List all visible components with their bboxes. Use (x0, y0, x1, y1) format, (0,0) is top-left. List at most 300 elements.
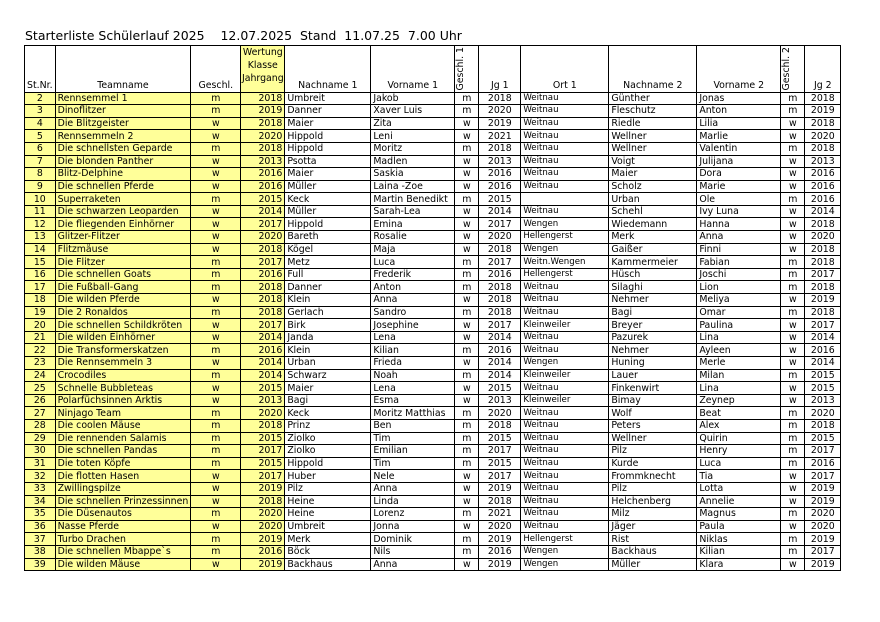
cell-vorname1: Dominik (371, 533, 455, 546)
cell-nachname2: Backhaus (609, 545, 697, 558)
table-row (25, 432, 841, 445)
cell-geschl2: m (781, 508, 805, 521)
cell-geschl2: w (781, 218, 805, 231)
cell-vorname1: Lorenz (371, 508, 455, 521)
cell-nachname2: Schehl (609, 205, 697, 218)
cell-jg1: 2018 (479, 243, 521, 256)
cell-geschl1: w (455, 482, 479, 495)
cell-ort1: Kleinweiler (521, 394, 609, 407)
cell-stnr: 32 (25, 470, 56, 483)
table-row (25, 168, 841, 181)
cell-nachname2: Riedle (609, 117, 697, 130)
cell-nachname1: Hippold (285, 218, 371, 231)
cell-teamname: Nasse Pferde (55, 520, 191, 533)
cell-geschl: w (191, 205, 241, 218)
cell-nachname1: Klein (285, 344, 371, 357)
cell-jg1: 2017 (479, 218, 521, 231)
cell-teamname: Glitzer-Flitzer (55, 231, 191, 244)
cell-vorname2: Luca (697, 457, 781, 470)
cell-vorname1: Lena (371, 331, 455, 344)
cell-wertung-jahrgang: 2019 (241, 105, 285, 118)
cell-stnr: 2 (25, 92, 56, 105)
cell-jg1: 2018 (479, 419, 521, 432)
cell-nachname1: Schwarz (285, 369, 371, 382)
cell-teamname: Turbo Drachen (55, 533, 191, 546)
cell-geschl: w (191, 394, 241, 407)
cell-teamname: Die wilden Einhörner (55, 331, 191, 344)
cell-vorname1: Jonna (371, 520, 455, 533)
cell-geschl: w (191, 470, 241, 483)
table-row (25, 306, 841, 319)
cell-ort1: Weitnau (521, 205, 609, 218)
cell-stnr: 29 (25, 432, 56, 445)
table-row (25, 545, 841, 558)
cell-geschl2: w (781, 470, 805, 483)
cell-stnr: 21 (25, 331, 56, 344)
cell-stnr: 16 (25, 268, 56, 281)
cell-geschl: m (191, 445, 241, 458)
cell-nachname1: Merk (285, 533, 371, 546)
cell-jg1: 2014 (479, 357, 521, 370)
cell-nachname1: Umbreit (285, 92, 371, 105)
cell-wertung-jahrgang: 2018 (241, 243, 285, 256)
cell-geschl: m (191, 344, 241, 357)
table-row (25, 319, 841, 332)
table-row (25, 533, 841, 546)
cell-ort1: Hellengerst (521, 268, 609, 281)
cell-geschl: m (191, 407, 241, 420)
cell-nachname1: Metz (285, 256, 371, 269)
cell-geschl2: w (781, 520, 805, 533)
cell-vorname2: Paula (697, 520, 781, 533)
cell-jg1: 2016 (479, 344, 521, 357)
cell-geschl: w (191, 218, 241, 231)
cell-nachname2: Frommknecht (609, 470, 697, 483)
cell-jg2: 2017 (805, 319, 841, 332)
cell-nachname2: Jäger (609, 520, 697, 533)
table-row (25, 130, 841, 143)
cell-geschl2: m (781, 306, 805, 319)
cell-nachname2: Bagi (609, 306, 697, 319)
cell-nachname1: Janda (285, 331, 371, 344)
cell-vorname1: Josephine (371, 319, 455, 332)
cell-vorname1: Moritz Matthias (371, 407, 455, 420)
table-row (25, 105, 841, 118)
cell-jg2: 2016 (805, 168, 841, 181)
cell-jg1: 2016 (479, 180, 521, 193)
cell-teamname: Die wilden Mäuse (55, 558, 191, 571)
cell-wertung-jahrgang: 2019 (241, 482, 285, 495)
cell-stnr: 31 (25, 457, 56, 470)
cell-geschl1: m (455, 432, 479, 445)
cell-nachname2: Silaghi (609, 281, 697, 294)
cell-ort1: Wengen (521, 545, 609, 558)
cell-geschl: w (191, 357, 241, 370)
cell-vorname2: Julijana (697, 155, 781, 168)
cell-geschl: m (191, 281, 241, 294)
cell-wertung-jahrgang: 2019 (241, 558, 285, 571)
cell-geschl2: w (781, 482, 805, 495)
cell-stnr: 7 (25, 155, 56, 168)
cell-wertung-jahrgang: 2014 (241, 357, 285, 370)
cell-nachname2: Gaißer (609, 243, 697, 256)
cell-vorname1: Nele (371, 470, 455, 483)
cell-ort1: Weitnau (521, 105, 609, 118)
cell-wertung-jahrgang: 2016 (241, 268, 285, 281)
cell-geschl2: w (781, 117, 805, 130)
header-wertung-line1: Wertung (242, 47, 283, 58)
cell-geschl2: w (781, 344, 805, 357)
cell-jg2: 2020 (805, 520, 841, 533)
cell-geschl: w (191, 331, 241, 344)
cell-geschl: w (191, 294, 241, 307)
cell-nachname2: Milz (609, 508, 697, 521)
cell-wertung-jahrgang: 2017 (241, 218, 285, 231)
cell-nachname1: Huber (285, 470, 371, 483)
cell-ort1: Weitnau (521, 407, 609, 420)
cell-vorname1: Frieda (371, 357, 455, 370)
cell-wertung-jahrgang: 2020 (241, 231, 285, 244)
cell-geschl2: w (781, 558, 805, 571)
cell-nachname1: Pilz (285, 482, 371, 495)
cell-geschl1: m (455, 457, 479, 470)
cell-ort1: Wengen (521, 558, 609, 571)
cell-wertung-jahrgang: 2018 (241, 306, 285, 319)
cell-nachname2: Wellner (609, 130, 697, 143)
cell-jg1: 2015 (479, 457, 521, 470)
cell-stnr: 19 (25, 306, 56, 319)
cell-vorname2: Paulina (697, 319, 781, 332)
cell-geschl2: w (781, 357, 805, 370)
cell-geschl2: m (781, 407, 805, 420)
cell-vorname1: Laina -Zoe (371, 180, 455, 193)
cell-vorname2: Marlie (697, 130, 781, 143)
cell-ort1: Hellengerst (521, 533, 609, 546)
cell-nachname1: Danner (285, 281, 371, 294)
cell-ort1: Weitnau (521, 130, 609, 143)
cell-nachname2: Wellner (609, 142, 697, 155)
cell-vorname2: Ayleen (697, 344, 781, 357)
cell-stnr: 39 (25, 558, 56, 571)
cell-nachname1: Keck (285, 193, 371, 206)
header-geschl1: Geschl. 1 (455, 47, 467, 91)
cell-nachname2: Kurde (609, 457, 697, 470)
cell-vorname1: Sarah-Lea (371, 205, 455, 218)
cell-nachname1: Ziolko (285, 445, 371, 458)
cell-jg2: 2017 (805, 470, 841, 483)
cell-vorname1: Saskia (371, 168, 455, 181)
cell-teamname: Die rennenden Salamis (55, 432, 191, 445)
header-vorname2: Vorname 2 (697, 46, 781, 93)
cell-ort1: Weitnau (521, 168, 609, 181)
cell-nachname1: Gerlach (285, 306, 371, 319)
cell-stnr: 10 (25, 193, 56, 206)
cell-teamname: Die Fußball-Gang (55, 281, 191, 294)
cell-geschl2: w (781, 168, 805, 181)
cell-geschl: m (191, 193, 241, 206)
cell-jg2: 2019 (805, 105, 841, 118)
cell-vorname1: Martin Benedikt (371, 193, 455, 206)
cell-jg1: 2020 (479, 231, 521, 244)
cell-jg1: 2018 (479, 495, 521, 508)
cell-vorname2: Milan (697, 369, 781, 382)
cell-jg1: 2019 (479, 533, 521, 546)
cell-vorname1: Nils (371, 545, 455, 558)
table-row (25, 294, 841, 307)
cell-ort1: Weitnau (521, 382, 609, 395)
cell-jg2: 2017 (805, 268, 841, 281)
cell-vorname2: Anton (697, 105, 781, 118)
cell-geschl2: m (781, 281, 805, 294)
cell-stnr: 35 (25, 508, 56, 521)
header-geschl2: Geschl. 2 (781, 47, 793, 91)
cell-vorname2: Annelie (697, 495, 781, 508)
cell-teamname: Crocodiles (55, 369, 191, 382)
cell-jg2: 2018 (805, 117, 841, 130)
cell-teamname: Die Blitzgeister (55, 117, 191, 130)
cell-geschl2: w (781, 495, 805, 508)
cell-geschl1: m (455, 545, 479, 558)
cell-teamname: Die 2 Ronaldos (55, 306, 191, 319)
cell-jg1: 2013 (479, 155, 521, 168)
cell-stnr: 26 (25, 394, 56, 407)
cell-vorname2: Tia (697, 470, 781, 483)
cell-geschl2: m (781, 457, 805, 470)
cell-ort1: Wengen (521, 243, 609, 256)
cell-nachname1: Böck (285, 545, 371, 558)
cell-stnr: 9 (25, 180, 56, 193)
cell-teamname: Die schwarzen Leoparden (55, 205, 191, 218)
cell-teamname: Superraketen (55, 193, 191, 206)
cell-stnr: 3 (25, 105, 56, 118)
cell-jg1: 2020 (479, 407, 521, 420)
cell-nachname1: Full (285, 268, 371, 281)
cell-wertung-jahrgang: 2020 (241, 520, 285, 533)
cell-nachname1: Hippold (285, 142, 371, 155)
cell-vorname1: Rosalie (371, 231, 455, 244)
cell-ort1: Weitnau (521, 155, 609, 168)
cell-jg2: 2018 (805, 92, 841, 105)
cell-vorname2: Quirin (697, 432, 781, 445)
cell-ort1: Weitnau (521, 281, 609, 294)
cell-nachname1: Birk (285, 319, 371, 332)
cell-ort1: Weitn.Wengen (521, 256, 609, 269)
cell-vorname1: Anna (371, 558, 455, 571)
cell-stnr: 36 (25, 520, 56, 533)
cell-vorname2: Lilia (697, 117, 781, 130)
cell-teamname: Die Rennsemmeln 3 (55, 357, 191, 370)
cell-ort1 (521, 193, 609, 206)
cell-ort1: Weitnau (521, 306, 609, 319)
cell-nachname2: Pazurek (609, 331, 697, 344)
cell-jg1: 2019 (479, 558, 521, 571)
cell-vorname2: Kilian (697, 545, 781, 558)
cell-geschl1: w (455, 231, 479, 244)
cell-teamname: Blitz-Delphine (55, 168, 191, 181)
cell-nachname2: Huning (609, 357, 697, 370)
cell-jg2: 2020 (805, 130, 841, 143)
cell-vorname2: Joschi (697, 268, 781, 281)
cell-wertung-jahrgang: 2019 (241, 533, 285, 546)
cell-jg1: 2014 (479, 369, 521, 382)
page-title: Starterliste Schülerlauf 2025 12.07.2025 Stand 11.07.25 7.00 Uhr (25, 28, 462, 43)
cell-nachname2: Nehmer (609, 294, 697, 307)
cell-nachname1: Maier (285, 117, 371, 130)
cell-geschl: m (191, 256, 241, 269)
cell-vorname1: Emina (371, 218, 455, 231)
header-jg1: Jg 1 (479, 46, 521, 93)
cell-teamname: Die fliegenden Einhörner (55, 218, 191, 231)
cell-vorname2: Hanna (697, 218, 781, 231)
cell-teamname: Die schnellsten Geparde (55, 142, 191, 155)
cell-vorname1: Xaver Luis (371, 105, 455, 118)
cell-wertung-jahrgang: 2018 (241, 142, 285, 155)
cell-geschl: w (191, 319, 241, 332)
cell-vorname1: Esma (371, 394, 455, 407)
cell-nachname2: Fleschutz (609, 105, 697, 118)
cell-jg1: 2017 (479, 319, 521, 332)
cell-ort1: Weitnau (521, 495, 609, 508)
cell-wertung-jahrgang: 2018 (241, 419, 285, 432)
cell-wertung-jahrgang: 2020 (241, 130, 285, 143)
cell-geschl2: w (781, 231, 805, 244)
cell-ort1: Weitnau (521, 508, 609, 521)
cell-jg2: 2018 (805, 142, 841, 155)
cell-nachname2: Wiedemann (609, 218, 697, 231)
table-row (25, 382, 841, 395)
cell-geschl1: m (455, 105, 479, 118)
cell-geschl2: m (781, 105, 805, 118)
cell-vorname2: Jonas (697, 92, 781, 105)
cell-jg2: 2019 (805, 558, 841, 571)
cell-vorname1: Sandro (371, 306, 455, 319)
cell-geschl1: m (455, 369, 479, 382)
cell-geschl2: m (781, 419, 805, 432)
cell-nachname2: Müller (609, 558, 697, 571)
cell-jg2: 2014 (805, 357, 841, 370)
cell-wertung-jahrgang: 2016 (241, 545, 285, 558)
cell-jg2: 2018 (805, 419, 841, 432)
cell-nachname2: Wolf (609, 407, 697, 420)
cell-vorname1: Tim (371, 432, 455, 445)
cell-stnr: 6 (25, 142, 56, 155)
cell-stnr: 17 (25, 281, 56, 294)
cell-geschl: m (191, 92, 241, 105)
cell-nachname1: Müller (285, 205, 371, 218)
cell-jg2: 2016 (805, 193, 841, 206)
cell-ort1: Weitnau (521, 117, 609, 130)
cell-nachname2: Wellner (609, 432, 697, 445)
table-row (25, 520, 841, 533)
cell-wertung-jahrgang: 2020 (241, 407, 285, 420)
table-row (25, 231, 841, 244)
cell-vorname2: Anna (697, 231, 781, 244)
table-row (25, 268, 841, 281)
cell-stnr: 33 (25, 482, 56, 495)
header-geschl: Geschl. (191, 46, 241, 93)
cell-geschl: m (191, 268, 241, 281)
cell-geschl1: w (455, 130, 479, 143)
table-row (25, 558, 841, 571)
cell-wertung-jahrgang: 2018 (241, 117, 285, 130)
cell-geschl1: w (455, 168, 479, 181)
cell-geschl: w (191, 495, 241, 508)
cell-teamname: Dinoflitzer (55, 105, 191, 118)
cell-teamname: Die flotten Hasen (55, 470, 191, 483)
cell-stnr: 23 (25, 357, 56, 370)
cell-jg2: 2017 (805, 545, 841, 558)
cell-geschl: w (191, 168, 241, 181)
cell-teamname: Rennsemmeln 2 (55, 130, 191, 143)
cell-nachname2: Peters (609, 419, 697, 432)
cell-ort1: Weitnau (521, 520, 609, 533)
cell-nachname1: Bagi (285, 394, 371, 407)
cell-nachname1: Psotta (285, 155, 371, 168)
table-row (25, 256, 841, 269)
header-ort1: Ort 1 (521, 46, 609, 93)
cell-jg1: 2021 (479, 130, 521, 143)
table-row (25, 344, 841, 357)
cell-geschl1: w (455, 382, 479, 395)
cell-nachname1: Klein (285, 294, 371, 307)
table-row (25, 205, 841, 218)
cell-nachname2: Finkenwirt (609, 382, 697, 395)
cell-teamname: Schnelle Bubbleteas (55, 382, 191, 395)
header-vorname1: Vorname 1 (371, 46, 455, 93)
cell-ort1: Weitnau (521, 344, 609, 357)
cell-vorname2: Alex (697, 419, 781, 432)
cell-nachname2: Urban (609, 193, 697, 206)
cell-geschl: m (191, 545, 241, 558)
cell-vorname2: Klara (697, 558, 781, 571)
cell-jg1: 2015 (479, 432, 521, 445)
cell-wertung-jahrgang: 2013 (241, 155, 285, 168)
cell-geschl: m (191, 533, 241, 546)
cell-wertung-jahrgang: 2020 (241, 508, 285, 521)
cell-stnr: 34 (25, 495, 56, 508)
table-row (25, 193, 841, 206)
cell-wertung-jahrgang: 2014 (241, 331, 285, 344)
cell-vorname1: Linda (371, 495, 455, 508)
cell-geschl1: m (455, 281, 479, 294)
header-jg2: Jg 2 (805, 46, 841, 93)
cell-jg2: 2018 (805, 218, 841, 231)
cell-ort1: Weitnau (521, 432, 609, 445)
cell-jg2: 2016 (805, 457, 841, 470)
table-row (25, 445, 841, 458)
cell-jg1: 2019 (479, 117, 521, 130)
cell-vorname2: Ivy Luna (697, 205, 781, 218)
cell-nachname1: Danner (285, 105, 371, 118)
cell-vorname2: Meliya (697, 294, 781, 307)
cell-jg1: 2018 (479, 306, 521, 319)
cell-vorname2: Beat (697, 407, 781, 420)
cell-vorname1: Ben (371, 419, 455, 432)
header-stnr: St.Nr. (25, 46, 56, 93)
cell-geschl2: w (781, 205, 805, 218)
cell-nachname2: Maier (609, 168, 697, 181)
cell-nachname2: Rist (609, 533, 697, 546)
cell-nachname1: Müller (285, 180, 371, 193)
cell-nachname1: Ziolko (285, 432, 371, 445)
cell-nachname2: Günther (609, 92, 697, 105)
cell-ort1: Weitnau (521, 294, 609, 307)
cell-jg1: 2020 (479, 520, 521, 533)
cell-vorname1: Noah (371, 369, 455, 382)
cell-jg2: 2015 (805, 432, 841, 445)
cell-vorname1: Anna (371, 482, 455, 495)
cell-stnr: 28 (25, 419, 56, 432)
